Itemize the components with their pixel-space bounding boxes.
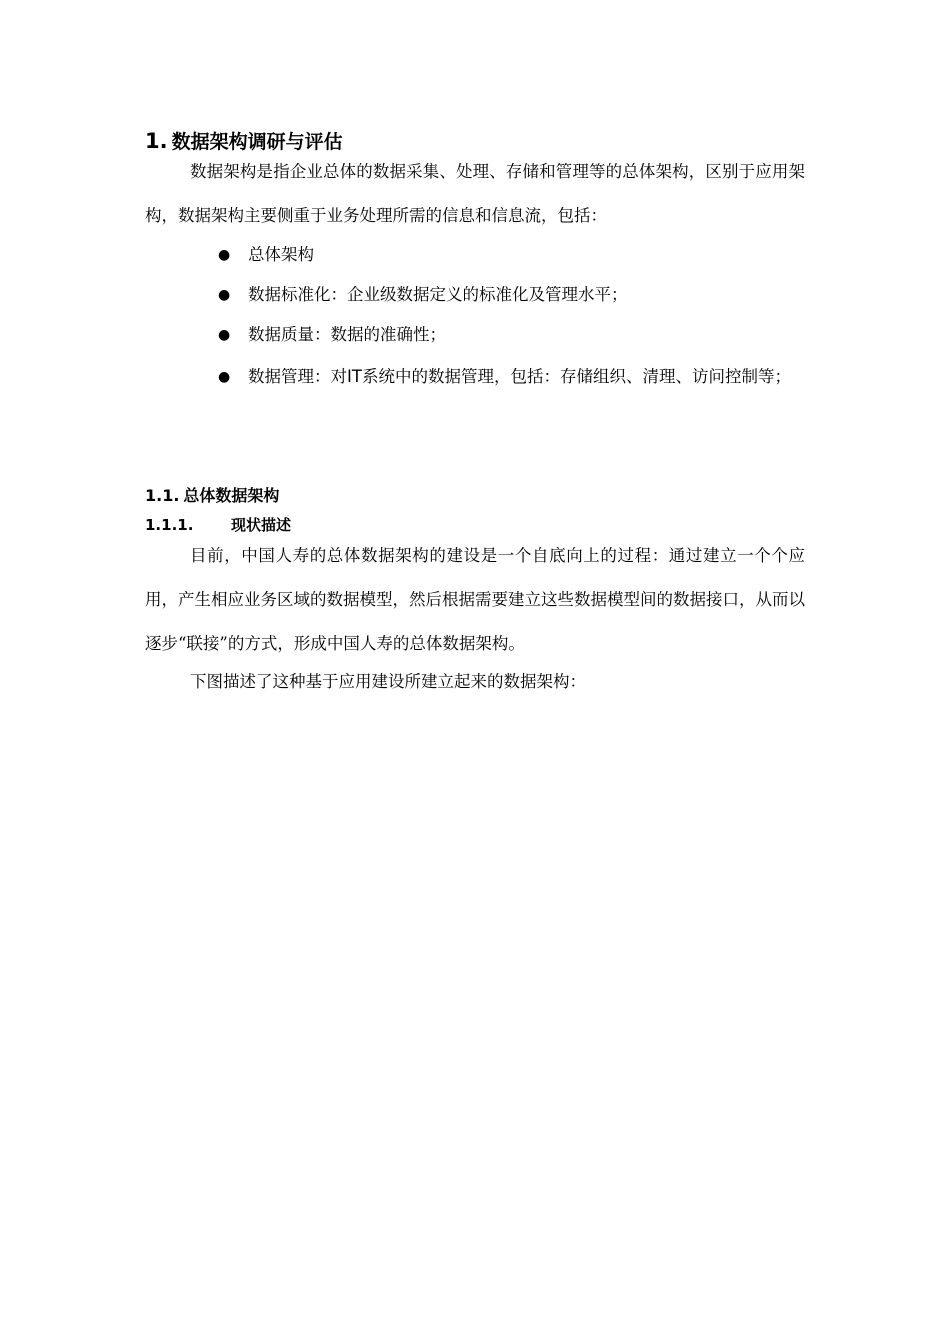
bullet-icon: ● [218,287,231,303]
list-item-text: 总体架构 [248,245,314,264]
heading-2-title: 总体数据架构 [183,486,280,505]
current-state-paragraph: 目前，中国人寿的总体数据架构的建设是一个自底向上的过程：通过建立一个个应用，产生相应业务区域的数据模型，然后根据需要建立这些数据模型间的数据接口，从而以逐步“联接”的方式，形成中国人寿的总体数据架构。 [145,546,805,653]
bullet-list [145,235,805,399]
heading-2 [145,485,279,507]
heading-3-title: 现状描述 [231,516,292,534]
list-item-text-latin: IT [347,367,362,386]
bullet-icon: ● [218,247,231,263]
heading-3 [145,514,291,536]
list-item-text: 数据质量：数据的准确性； [248,325,446,344]
list-item-text: 系统中的数据管理，包括：存储组织、清理、访问控制等； [361,367,791,386]
heading-2-number: 1.1. [145,486,180,505]
list-item [145,315,805,355]
bullet-icon: ● [218,327,231,343]
list-item [145,275,805,315]
list-item [145,235,805,275]
heading-1-title: 数据架构调研与评估 [171,131,343,153]
list-item-text: 数据标准化：企业级数据定义的标准化及管理水平； [248,285,628,304]
intro-paragraph: 数据架构是指企业总体的数据采集、处理、存储和管理等的总体架构，区别于应用架构，数据架构主要侧重于业务处理所需的信息和信息流，包括： [145,162,805,225]
list-item [145,355,805,399]
figure-intro-paragraph: 下图描述了这种基于应用建设所建立起来的数据架构： [190,672,586,691]
heading-1-number: 1. [145,129,168,153]
heading-3-number: 1.1.1. [145,516,194,534]
bullet-icon: ● [218,369,231,385]
list-item-text: 数据管理：对 [248,367,347,386]
